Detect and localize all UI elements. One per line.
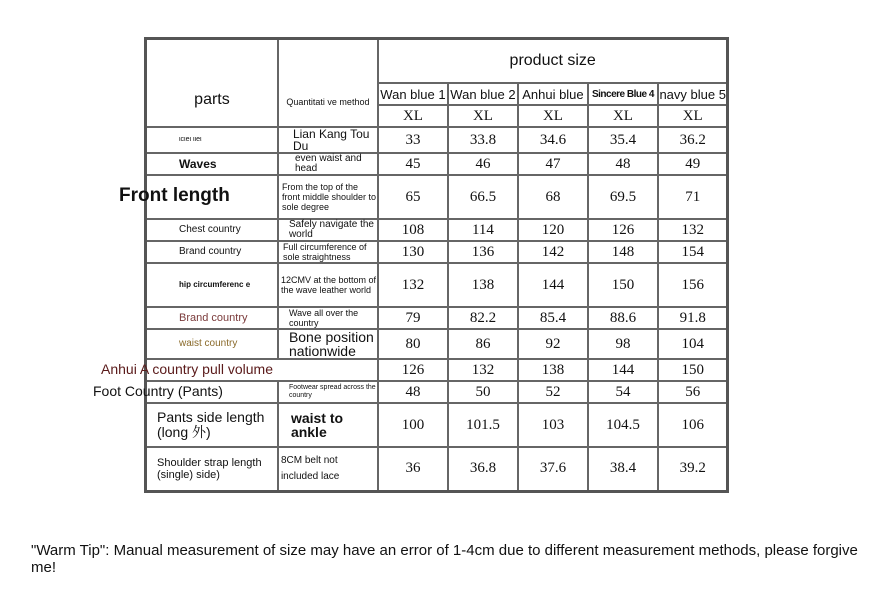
header-color: navy blue 5 bbox=[658, 83, 728, 105]
table-row bbox=[146, 329, 728, 359]
part-label: hip circumferenc e bbox=[146, 263, 278, 307]
table-row bbox=[146, 175, 728, 219]
table-row bbox=[146, 263, 728, 307]
size-value: 144 bbox=[518, 263, 588, 307]
size-value: 130 bbox=[378, 241, 448, 263]
size-value: 33 bbox=[378, 127, 448, 153]
part-label: Waves bbox=[146, 153, 278, 175]
header-color: Anhui blue bbox=[518, 83, 588, 105]
part-label: ιcιeι ιιeι bbox=[146, 127, 278, 153]
part-label: waist country bbox=[146, 329, 278, 359]
size-value: 120 bbox=[518, 219, 588, 241]
size-value: 48 bbox=[588, 153, 658, 175]
size-value: 69.5 bbox=[588, 175, 658, 219]
header-method: Quantitati ve method bbox=[278, 39, 378, 128]
size-value: 101.5 bbox=[448, 403, 518, 447]
header-product-size: product size bbox=[378, 39, 728, 84]
size-value: 132 bbox=[448, 359, 518, 381]
method-label: Bone position nationwide bbox=[278, 329, 378, 359]
size-value: 126 bbox=[588, 219, 658, 241]
size-value: 114 bbox=[448, 219, 518, 241]
header-color: Sincere Blue 4 bbox=[588, 83, 658, 105]
size-value: 49 bbox=[658, 153, 728, 175]
size-value: 47 bbox=[518, 153, 588, 175]
size-value: 104 bbox=[658, 329, 728, 359]
size-value: 86 bbox=[448, 329, 518, 359]
size-value: 156 bbox=[658, 263, 728, 307]
size-value: 71 bbox=[658, 175, 728, 219]
part-label: Front length bbox=[119, 184, 230, 206]
size-value: 142 bbox=[518, 241, 588, 263]
size-value: 85.4 bbox=[518, 307, 588, 329]
method-label: 12CMV at the bottom of the wave leather world bbox=[278, 263, 378, 307]
size-value: 50 bbox=[448, 381, 518, 403]
size-value: 36 bbox=[378, 447, 448, 491]
method-label: Wave all over the country bbox=[278, 307, 378, 329]
size-value: 88.6 bbox=[588, 307, 658, 329]
part-label: Anhui A country pull volume bbox=[101, 360, 273, 377]
size-value: 92 bbox=[518, 329, 588, 359]
part-label: Pants side length (long 外) bbox=[146, 403, 278, 447]
size-value: 144 bbox=[588, 359, 658, 381]
table-row bbox=[146, 127, 728, 153]
table-row bbox=[146, 241, 728, 263]
part-label: Brand country bbox=[146, 307, 278, 329]
size-value: 36.8 bbox=[448, 447, 518, 491]
table-row bbox=[146, 307, 728, 329]
table-row bbox=[146, 219, 728, 241]
size-value: 68 bbox=[518, 175, 588, 219]
size-value: 52 bbox=[518, 381, 588, 403]
size-value: 48 bbox=[378, 381, 448, 403]
size-value: 45 bbox=[378, 153, 448, 175]
table-row bbox=[146, 359, 728, 381]
size-value: 36.2 bbox=[658, 127, 728, 153]
header-size: XL bbox=[518, 105, 588, 127]
size-value: 38.4 bbox=[588, 447, 658, 491]
method-label: From the top of the front middle shoulder to sole degree bbox=[278, 175, 378, 219]
method-label: even waist and head bbox=[278, 153, 378, 175]
header-size: XL bbox=[658, 105, 728, 127]
method-label: Footwear spread across the country bbox=[278, 381, 378, 403]
table-row bbox=[146, 403, 728, 447]
size-value: 33.8 bbox=[448, 127, 518, 153]
method-label: 8CM belt not included lace bbox=[278, 447, 378, 491]
size-value: 150 bbox=[658, 359, 728, 381]
size-value: 138 bbox=[518, 359, 588, 381]
size-value: 98 bbox=[588, 329, 658, 359]
method-label: Safely navigate the world bbox=[278, 219, 378, 241]
size-value: 79 bbox=[378, 307, 448, 329]
size-value: 103 bbox=[518, 403, 588, 447]
size-value: 138 bbox=[448, 263, 518, 307]
size-value: 39.2 bbox=[658, 447, 728, 491]
size-value: 132 bbox=[658, 219, 728, 241]
size-value: 65 bbox=[378, 175, 448, 219]
size-value: 80 bbox=[378, 329, 448, 359]
table-row bbox=[146, 381, 728, 403]
size-value: 82.2 bbox=[448, 307, 518, 329]
size-value: 34.6 bbox=[518, 127, 588, 153]
size-value: 126 bbox=[378, 359, 448, 381]
size-value: 37.6 bbox=[518, 447, 588, 491]
size-value: 148 bbox=[588, 241, 658, 263]
size-value: 66.5 bbox=[448, 175, 518, 219]
warm-tip-note: "Warm Tip": Manual measurement of size may have an error of 1-4cm due to different measurement methods, please forgive me! bbox=[31, 542, 858, 576]
header-size: XL bbox=[378, 105, 448, 127]
table-row bbox=[146, 447, 728, 491]
size-value: 154 bbox=[658, 241, 728, 263]
header-size: XL bbox=[448, 105, 518, 127]
table-row bbox=[146, 153, 728, 175]
part-label: Chest country bbox=[146, 219, 278, 241]
header-color: Wan blue 2 bbox=[448, 83, 518, 105]
size-value: 104.5 bbox=[588, 403, 658, 447]
size-value: 46 bbox=[448, 153, 518, 175]
size-value: 136 bbox=[448, 241, 518, 263]
size-value: 91.8 bbox=[658, 307, 728, 329]
size-value: 56 bbox=[658, 381, 728, 403]
part-label: Foot Country (Pants) bbox=[93, 382, 223, 399]
header-parts: parts bbox=[146, 39, 278, 128]
size-value: 150 bbox=[588, 263, 658, 307]
header-color: Wan blue 1 bbox=[378, 83, 448, 105]
size-value: 106 bbox=[658, 403, 728, 447]
size-value: 108 bbox=[378, 219, 448, 241]
size-value: 100 bbox=[378, 403, 448, 447]
header-size: XL bbox=[588, 105, 658, 127]
size-value: 35.4 bbox=[588, 127, 658, 153]
method-label: Full circumference of sole straightness bbox=[278, 241, 378, 263]
size-chart-table bbox=[93, 37, 729, 493]
part-label: Shoulder strap length (single) side) bbox=[146, 447, 278, 491]
part-label: Brand country bbox=[146, 241, 278, 263]
size-value: 54 bbox=[588, 381, 658, 403]
method-label: waist to ankle bbox=[278, 403, 378, 447]
size-value: 132 bbox=[378, 263, 448, 307]
method-label: Lian Kang Tou Du bbox=[278, 127, 378, 153]
